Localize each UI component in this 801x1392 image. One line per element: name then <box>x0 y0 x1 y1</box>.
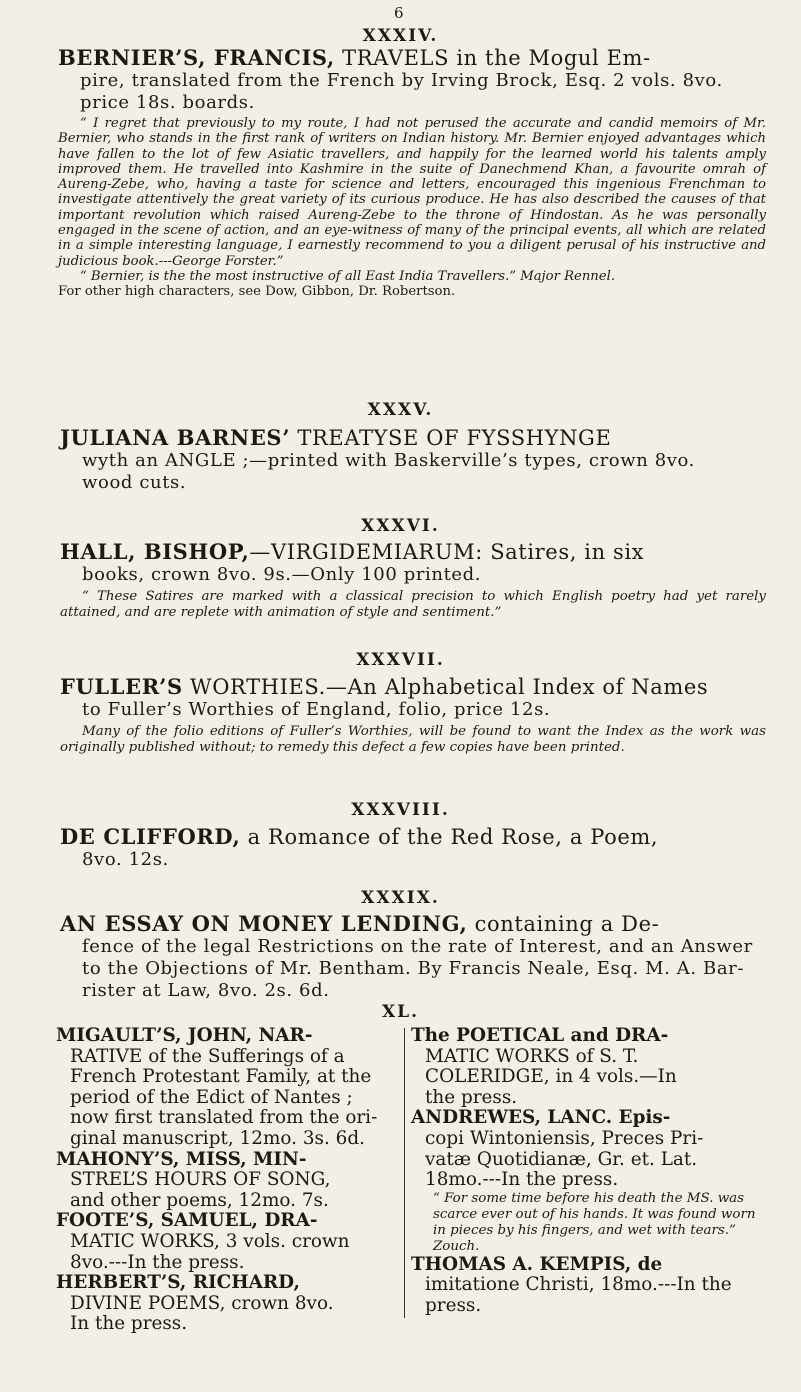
entry-name: JULIANA BARNES’ <box>60 425 291 450</box>
entry-heading <box>60 675 766 699</box>
column-entry-line: French Protestant Family, at the <box>70 1066 372 1088</box>
entry-title: a Romance of the Red Rose, a Poem, <box>240 825 659 849</box>
entry-line: to Fuller’s Worthies of England, folio, price 12s. <box>82 699 551 720</box>
entry-references: For other high characters, see Dow, Gibbon, Dr. Robertson. <box>58 284 456 300</box>
right-column <box>411 1026 768 1317</box>
column-entry-line: 18mo.---In the press. <box>425 1169 619 1191</box>
column-entry-line: RATIVE of the Sufferings of a <box>70 1045 345 1067</box>
entry-name: BERNIER’S, FRANCIS, <box>58 45 335 70</box>
section-number-39: XXXIX. <box>361 888 440 908</box>
column-entry-heading: MAHONY’S, MISS, MIN- <box>56 1148 307 1170</box>
entry-heading <box>60 540 766 564</box>
entry-heading <box>60 912 766 936</box>
column-entry-line: MATIC WORKS of S. T. <box>425 1045 639 1067</box>
entry-name: HALL, BISHOP, <box>60 539 250 564</box>
column-entry-line: period of the Edict of Nantes ; <box>70 1086 353 1108</box>
column-entry-line: ginal manuscript, 12mo. 3s. 6d. <box>70 1127 365 1149</box>
page-number: 6 <box>394 4 404 22</box>
left-column <box>56 1026 403 1335</box>
section-number-37: XXXVII. <box>356 650 445 670</box>
entry-line: to the Objections of Mr. Bentham. By Francis Neale, Esq. M. A. Bar- <box>82 958 745 979</box>
column-entry-heading: FOOTE’S, SAMUEL, DRA- <box>56 1210 318 1232</box>
column-entry-quote: “ For some time before his death the MS. was scarce ever out of his hands. It was found worn in pieces by his fingers, and wet with tears.” Zouch. <box>433 1190 756 1254</box>
entry-line: books, crown 8vo. 9s.—Only 100 printed. <box>82 564 482 585</box>
entry-title: WORTHIES.—An Alphabetical Index of Names <box>182 675 709 699</box>
entry-line: wyth an ANGLE ;—printed with Baskerville’s types, crown 8vo. <box>82 450 695 471</box>
column-entry-heading: The POETICAL and DRA- <box>411 1025 669 1046</box>
entry-title: TREATYSE OF FYSSHYNGE <box>290 426 612 450</box>
column-entry-heading: MIGAULT’S, JOHN, NAR- <box>56 1025 313 1046</box>
entry-title: —VIRGIDEMIARUM: Satires, in six <box>249 540 645 564</box>
column-entry-line: the press. <box>425 1086 518 1108</box>
section-number-36: XXXVI. <box>361 516 440 536</box>
two-column-listing <box>56 1025 768 1335</box>
column-entry-heading: HERBERT’S, RICHARD, <box>56 1272 300 1294</box>
entry-clifford <box>60 825 766 871</box>
section-number-40: XL. <box>381 1002 420 1022</box>
entry-line: pire, translated from the French by Irving Brock, Esq. 2 vols. 8vo. <box>80 70 723 91</box>
column-entry-line: imitatione Christi, 18mo.---In the <box>425 1274 732 1296</box>
entry-hall <box>60 540 766 620</box>
section-number-35: XXXV. <box>367 400 434 420</box>
entry-quote: “ I regret that previously to my route, I had not perused the accurate and candid memoirs of Mr. Bernier, who stands in the first rank of writers on Indian history. Mr. Bernier enjoyed advantages which have fallen to the lot of few Asiatic travellers, and happily for the learned world his talents amply improved them. He travelled into Kashmire in the suite of Danechmend Khan, a favourite omrah of Aureng-Zebe, who, having a taste for science and letters, encouraged this ingenious Frenchman to investigate attentively the great variety of its curious produce. He has also described the causes of that important revolution which raised Aureng-Zebe to the throne of Hindostan. As he was personally engaged in the scene of action, and an eye-witness of many of the principal events, all which are related in a simple interesting language, I earnestly recommend to you a diligent perusal of his instructive and judicious book.---George Forster.” <box>58 116 766 269</box>
entry-quote: “ These Satires are marked with a classical precision to which English poetry had yet rarely attained, and are replete with animation of style and sentiment.” <box>60 589 766 620</box>
column-entry-line: MATIC WORKS, 3 vols. crown <box>70 1230 350 1252</box>
entry-fuller <box>60 675 766 755</box>
column-entry-line: STREL’S HOURS OF SONG, <box>70 1169 331 1191</box>
entry-heading <box>60 825 766 849</box>
entry-name: AN ESSAY ON MONEY LENDING, <box>60 911 468 936</box>
column-entry-line: copi Wintoniensis, Preces Pri- <box>425 1127 704 1149</box>
column-entry-heading: ANDREWES, LANC. Epis- <box>411 1107 671 1129</box>
column-entry-line: 8vo.---In the press. <box>70 1251 245 1273</box>
column-entry-line: COLERIDGE, in 4 vols.—In <box>425 1066 677 1088</box>
entry-line: fence of the legal Restrictions on the rate of Interest, and an Answer <box>82 936 753 957</box>
entry-line: rister at Law, 8vo. 2s. 6d. <box>82 980 330 1001</box>
entry-name: DE CLIFFORD, <box>60 824 241 849</box>
column-entry-line: In the press. <box>70 1313 188 1335</box>
column-entry-line: DIVINE POEMS, crown 8vo. <box>70 1292 334 1314</box>
column-entry-line: now first translated from the ori- <box>70 1107 378 1129</box>
column-divider <box>404 1028 405 1318</box>
section-number-38: XXXVIII. <box>351 800 450 820</box>
entry-line: wood cuts. <box>82 472 187 493</box>
entry-quote: Many of the folio editions of Fuller’s Worthies, will be found to want the Index as the work was originally published without; to remedy this defect a few copies have been printed. <box>60 724 766 755</box>
entry-line: price 18s. boards. <box>80 92 255 113</box>
column-entry-line: press. <box>425 1294 482 1316</box>
entry-title: TRAVELS in the Mogul Em- <box>334 46 651 70</box>
column-entry-line: vatæ Quotidianæ, Gr. et. Lat. <box>425 1148 698 1170</box>
column-entry-heading: THOMAS A. KEMPIS, de <box>411 1253 663 1275</box>
entry-essay <box>60 912 766 1002</box>
entry-heading <box>58 46 766 70</box>
entry-quote: “ Bernier, is the the most instructive of all East India Travellers.” Major Rennel. <box>80 268 616 284</box>
section-number-34: XXXIV. <box>362 26 439 46</box>
entry-title: containing a De- <box>467 912 660 936</box>
entry-bernier <box>58 46 766 300</box>
entry-barnes <box>60 426 766 494</box>
entry-heading <box>60 426 766 450</box>
entry-name: FULLER’S <box>60 674 183 699</box>
entry-line: 8vo. 12s. <box>82 849 169 870</box>
column-entry-line: and other poems, 12mo. 7s. <box>70 1189 329 1211</box>
